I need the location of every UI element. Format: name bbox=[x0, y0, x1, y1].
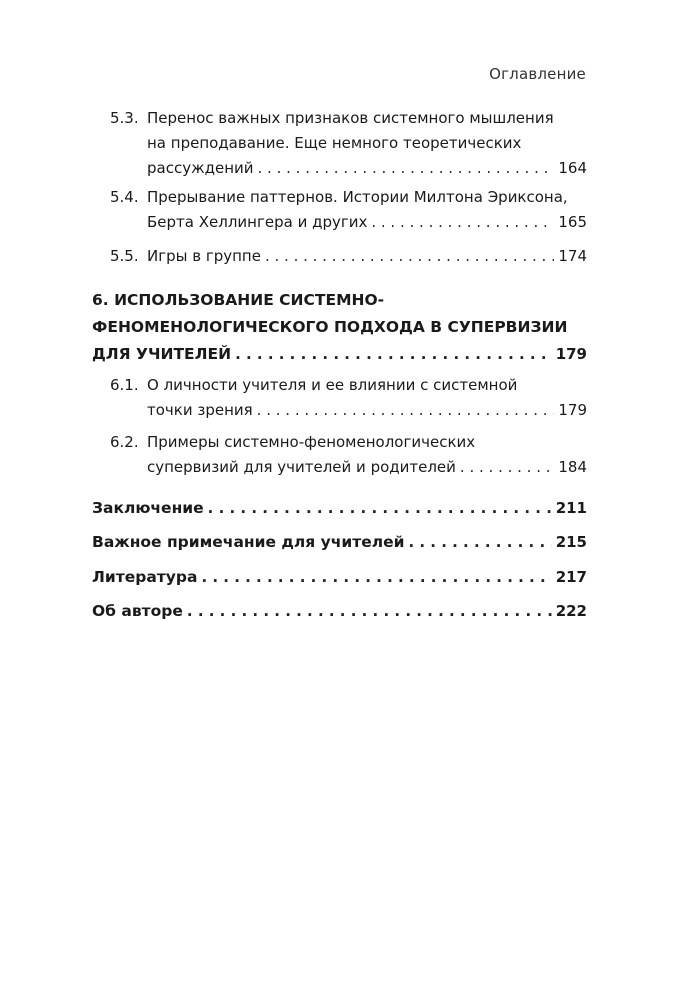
toc-important-note[interactable] bbox=[92, 531, 587, 553]
page-number: 179 bbox=[558, 401, 587, 419]
dot-leader bbox=[235, 345, 552, 363]
entry-number: 6.2. bbox=[110, 433, 139, 451]
dot-leader bbox=[208, 499, 552, 517]
entry-title-line: О личности учителя и ее влиянии с системной bbox=[147, 376, 518, 394]
entry-number: 5.5. bbox=[110, 247, 139, 265]
page-number: 222 bbox=[555, 602, 587, 620]
page-number: 217 bbox=[555, 568, 587, 586]
page-number: 211 bbox=[555, 499, 587, 517]
dot-leader bbox=[265, 247, 554, 265]
chapter-title-line: 6. ИСПОЛЬЗОВАНИЕ СИСТЕМНО- bbox=[92, 291, 385, 309]
entry-number: 5.3. bbox=[110, 109, 139, 127]
entry-number: 6.1. bbox=[110, 376, 139, 394]
dot-leader bbox=[201, 568, 551, 586]
entry-title: Литература bbox=[92, 568, 198, 586]
entry-title: Об авторе bbox=[92, 602, 183, 620]
entry-number: 5.4. bbox=[110, 188, 139, 206]
entry-title-line: рассуждений bbox=[147, 159, 254, 177]
dot-leader bbox=[187, 602, 552, 620]
entry-title-line: супервизий для учителей и родителей bbox=[147, 458, 456, 476]
page-number: 179 bbox=[555, 345, 587, 363]
entry-title-line: точки зрения bbox=[147, 401, 253, 419]
running-head: Оглавление bbox=[489, 65, 586, 83]
toc-conclusion[interactable] bbox=[92, 497, 587, 519]
page-number: 215 bbox=[555, 533, 587, 551]
toc-literature[interactable] bbox=[92, 566, 587, 588]
entry-title-line: Прерывание паттернов. Истории Милтона Эриксона, bbox=[147, 188, 568, 206]
page-number: 164 bbox=[558, 159, 587, 177]
entry-title: Заключение bbox=[92, 499, 204, 517]
entry-title-line: на преподавание. Еще немного теоретических bbox=[147, 134, 522, 152]
page-number: 174 bbox=[558, 247, 587, 265]
dot-leader bbox=[258, 159, 555, 177]
dot-leader bbox=[408, 533, 551, 551]
page-number: 184 bbox=[558, 458, 587, 476]
dot-leader bbox=[257, 401, 555, 419]
chapter-title-line: ФЕНОМЕНОЛОГИЧЕСКОГО ПОДХОДА В СУПЕРВИЗИИ bbox=[92, 318, 568, 336]
chapter-title-line: ДЛЯ УЧИТЕЛЕЙ bbox=[92, 345, 232, 363]
entry-title: Важное примечание для учителей bbox=[92, 533, 405, 551]
toc-about-author[interactable] bbox=[92, 600, 587, 622]
entry-title-line: Примеры системно-феноменологических bbox=[147, 433, 476, 451]
entry-title-line: Игры в группе bbox=[147, 247, 261, 265]
dot-leader bbox=[371, 213, 554, 231]
entry-title-line: Берта Хеллингера и других bbox=[147, 213, 368, 231]
page-number: 165 bbox=[558, 213, 587, 231]
entry-title-line: Перенос важных признаков системного мышления bbox=[147, 109, 554, 127]
dot-leader bbox=[460, 458, 554, 476]
